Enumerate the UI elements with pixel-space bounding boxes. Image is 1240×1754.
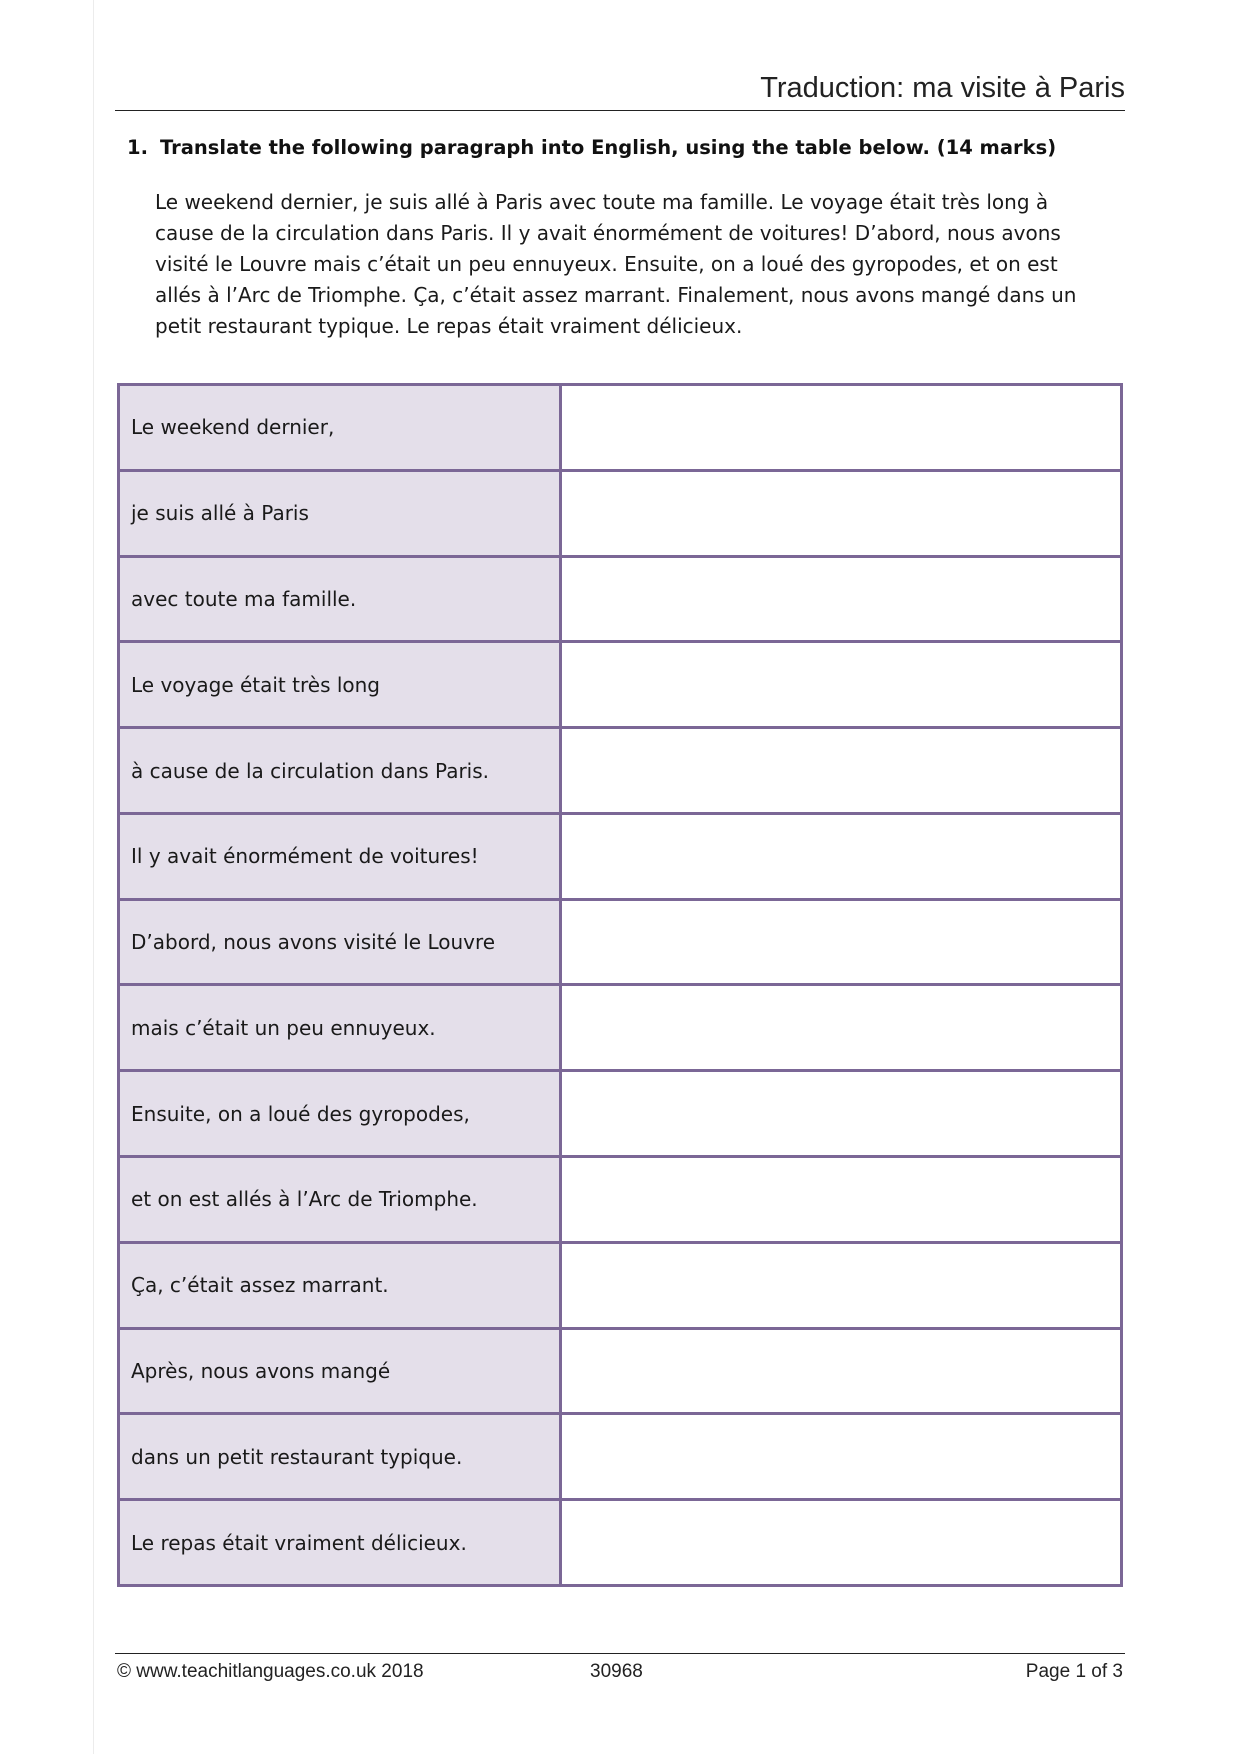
english-answer-cell[interactable] xyxy=(561,470,1122,556)
english-answer-cell[interactable] xyxy=(561,1328,1122,1414)
french-phrase-cell: Le weekend dernier, xyxy=(119,385,561,471)
english-answer-cell[interactable] xyxy=(561,556,1122,642)
english-answer-cell[interactable] xyxy=(561,985,1122,1071)
passage-line: visité le Louvre mais c’était un peu ennuyeux. Ensuite, on a loué des gyropodes, et on est xyxy=(155,252,1058,276)
english-answer-cell[interactable] xyxy=(561,813,1122,899)
french-phrase-cell: Ça, c’était assez marrant. xyxy=(119,1242,561,1328)
french-phrase-cell: Il y avait énormément de voitures! xyxy=(119,813,561,899)
table-row xyxy=(119,985,1122,1071)
passage-line: petit restaurant typique. Le repas était vraiment délicieux. xyxy=(155,314,743,338)
english-answer-cell[interactable] xyxy=(561,1157,1122,1243)
footer-page-number: Page 1 of 3 xyxy=(1025,1661,1123,1682)
french-phrase-cell: à cause de la circulation dans Paris. xyxy=(119,728,561,814)
french-phrase-cell: mais c’était un peu ennuyeux. xyxy=(119,985,561,1071)
english-answer-cell[interactable] xyxy=(561,642,1122,728)
table-row xyxy=(119,1071,1122,1157)
french-phrase-cell: Ensuite, on a loué des gyropodes, xyxy=(119,1071,561,1157)
french-phrase-cell: Le repas était vraiment délicieux. xyxy=(119,1500,561,1586)
passage-line: Le weekend dernier, je suis allé à Paris avec toute ma famille. Le voyage était très long à xyxy=(155,190,1049,214)
english-answer-cell[interactable] xyxy=(561,1414,1122,1500)
page-header xyxy=(115,62,1125,111)
footer-resource-code: 30968 xyxy=(590,1661,643,1682)
table-row xyxy=(119,470,1122,556)
english-answer-cell[interactable] xyxy=(561,1071,1122,1157)
passage-line: allés à l’Arc de Triomphe. Ça, c’était assez marrant. Finalement, nous avons mangé dans un xyxy=(155,283,1077,307)
french-phrase-cell: je suis allé à Paris xyxy=(119,470,561,556)
french-phrase-cell: D’abord, nous avons visité le Louvre xyxy=(119,899,561,985)
table-row xyxy=(119,813,1122,899)
english-answer-cell[interactable] xyxy=(561,1500,1122,1586)
footer-copyright: © www.teachitlanguages.co.uk 2018 xyxy=(117,1661,424,1682)
page-edge-line xyxy=(93,0,94,1754)
french-phrase-cell: et on est allés à l’Arc de Triomphe. xyxy=(119,1157,561,1243)
english-answer-cell[interactable] xyxy=(561,1242,1122,1328)
table-row xyxy=(119,899,1122,985)
translation-table xyxy=(117,383,1123,1587)
page-footer xyxy=(115,1653,1125,1682)
page-title: Traduction: ma visite à Paris xyxy=(760,72,1125,104)
table-row xyxy=(119,1242,1122,1328)
table-row xyxy=(119,1414,1122,1500)
table-row xyxy=(119,556,1122,642)
english-answer-cell[interactable] xyxy=(561,728,1122,814)
english-answer-cell[interactable] xyxy=(561,385,1122,471)
table-row xyxy=(119,728,1122,814)
french-passage xyxy=(155,187,1115,342)
table-row xyxy=(119,1157,1122,1243)
question-instruction xyxy=(127,136,1056,159)
french-phrase-cell: dans un petit restaurant typique. xyxy=(119,1414,561,1500)
english-answer-cell[interactable] xyxy=(561,899,1122,985)
passage-line: cause de la circulation dans Paris. Il y avait énormément de voitures! D’abord, nous avons xyxy=(155,221,1061,245)
table-row xyxy=(119,642,1122,728)
question-text: Translate the following paragraph into English, using the table below. (14 marks) xyxy=(159,136,1057,159)
french-phrase-cell: Le voyage était très long xyxy=(119,642,561,728)
table-row xyxy=(119,1500,1122,1586)
french-phrase-cell: Après, nous avons mangé xyxy=(119,1328,561,1414)
table-row xyxy=(119,1328,1122,1414)
table-row xyxy=(119,385,1122,471)
question-number: 1. xyxy=(127,136,148,159)
french-phrase-cell: avec toute ma famille. xyxy=(119,556,561,642)
